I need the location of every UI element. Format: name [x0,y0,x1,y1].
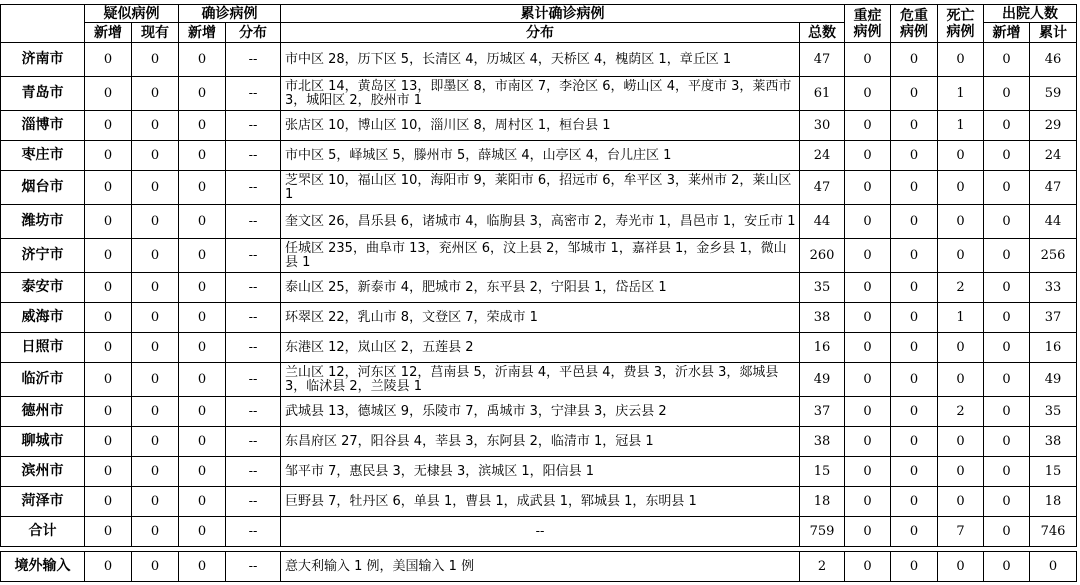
confirmed-distribution: -- [226,205,281,239]
confirmed-new: 0 [179,205,226,239]
suspected-current: 0 [132,303,179,333]
confirmed-distribution: -- [226,397,281,427]
table-row [1,205,1077,239]
cumulative-total: 24 [800,141,845,171]
header-cumulative-distribution: 分布 [281,23,800,43]
critical-count: 0 [891,487,938,517]
discharged-new: 0 [984,77,1030,111]
table-row [1,397,1077,427]
severe-count: 0 [845,43,891,77]
import-discharged-new: 0 [984,552,1030,582]
suspected-current: 0 [132,333,179,363]
confirmed-new: 0 [179,77,226,111]
severe-count: 0 [845,77,891,111]
death-count: 0 [938,457,984,487]
cumulative-total: 35 [800,273,845,303]
critical-count: 0 [891,239,938,273]
suspected-new: 0 [85,457,132,487]
discharged-cumulative: 18 [1030,487,1077,517]
cumulative-total: 47 [800,43,845,77]
discharged-cumulative: 38 [1030,427,1077,457]
header-discharged: 出院人数 [984,5,1077,23]
cumulative-distribution: 东港区 12，岚山区 2，五莲县 2 [281,333,800,363]
suspected-new: 0 [85,427,132,457]
confirmed-distribution: -- [226,273,281,303]
header-discharged-cumulative: 累计 [1030,23,1077,43]
cumulative-distribution: 市北区 14，黄岛区 13，即墨区 8，市南区 7，李沧区 6，崂山区 4，平度市 3，莱西市 3，城阳区 2，胶州市 1 [281,77,800,111]
header-critical [891,5,938,43]
total-confirmed-distribution: -- [226,517,281,547]
cumulative-total: 15 [800,457,845,487]
discharged-cumulative: 24 [1030,141,1077,171]
city-name: 德州市 [1,397,85,427]
discharged-new: 0 [984,363,1030,397]
import-cumulative-distribution: 意大利输入 1 例，美国输入 1 例 [281,552,800,582]
cumulative-total: 38 [800,427,845,457]
confirmed-distribution: -- [226,43,281,77]
total-cumulative-distribution: -- [281,517,800,547]
death-count: 0 [938,141,984,171]
confirmed-distribution: -- [226,171,281,205]
discharged-new: 0 [984,273,1030,303]
total-discharged-new: 0 [984,517,1030,547]
suspected-current: 0 [132,77,179,111]
cumulative-total: 260 [800,239,845,273]
cumulative-distribution: 市中区 5，峄城区 5，滕州市 5，薛城区 4，山亭区 4，台儿庄区 1 [281,141,800,171]
cumulative-total: 30 [800,111,845,141]
severe-count: 0 [845,171,891,205]
table-row [1,141,1077,171]
confirmed-new: 0 [179,43,226,77]
confirmed-new: 0 [179,363,226,397]
death-count: 0 [938,171,984,205]
discharged-new: 0 [984,239,1030,273]
severe-count: 0 [845,141,891,171]
header-death-line2: 病例 [946,23,975,40]
table-row [1,239,1077,273]
cumulative-distribution: 巨野县 7，牡丹区 6，单县 1，曹县 1，成武县 1，郓城县 1，东明县 1 [281,487,800,517]
critical-count: 0 [891,333,938,363]
discharged-new: 0 [984,487,1030,517]
import-suspected-new: 0 [85,552,132,582]
import-suspected-current: 0 [132,552,179,582]
total-severe: 0 [845,517,891,547]
cumulative-distribution: 芝罘区 10，福山区 10，海阳市 9，莱阳市 6，招远市 6，牟平区 3，莱州市 2，莱山区 1 [281,171,800,205]
header-suspected-current: 现有 [132,23,179,43]
severe-count: 0 [845,333,891,363]
header-confirmed: 确诊病例 [179,5,281,23]
severe-count: 0 [845,303,891,333]
table-row [1,427,1077,457]
suspected-new: 0 [85,77,132,111]
suspected-new: 0 [85,303,132,333]
severe-count: 0 [845,397,891,427]
cumulative-total: 37 [800,397,845,427]
cumulative-distribution: 东昌府区 27，阳谷县 4，莘县 3，东阿县 2，临清市 1，冠县 1 [281,427,800,457]
critical-count: 0 [891,427,938,457]
header-severe [845,5,891,43]
suspected-current: 0 [132,487,179,517]
confirmed-distribution: -- [226,333,281,363]
total-critical: 0 [891,517,938,547]
cumulative-distribution: 武城县 13，德城区 9，乐陵市 7，禹城市 3，宁津县 3，庆云县 2 [281,397,800,427]
critical-count: 0 [891,363,938,397]
suspected-current: 0 [132,43,179,77]
critical-count: 0 [891,111,938,141]
severe-count: 0 [845,205,891,239]
critical-count: 0 [891,205,938,239]
discharged-new: 0 [984,303,1030,333]
suspected-new: 0 [85,239,132,273]
discharged-new: 0 [984,427,1030,457]
total-discharged-cumulative: 746 [1030,517,1077,547]
import-discharged-cumulative: 0 [1030,552,1077,582]
confirmed-new: 0 [179,333,226,363]
confirmed-new: 0 [179,239,226,273]
city-name: 临沂市 [1,363,85,397]
death-count: 0 [938,487,984,517]
header-row-top [1,5,1077,23]
critical-count: 0 [891,141,938,171]
discharged-new: 0 [984,111,1030,141]
header-discharged-new: 新增 [984,23,1030,43]
cumulative-distribution: 市中区 28，历下区 5，长清区 4，历城区 4，天桥区 4，槐荫区 1，章丘区 1 [281,43,800,77]
cumulative-distribution: 张店区 10，博山区 10，淄川区 8，周村区 1，桓台县 1 [281,111,800,141]
header-critical-line2: 病例 [900,23,928,40]
cumulative-total: 16 [800,333,845,363]
table-row [1,171,1077,205]
city-name: 聊城市 [1,427,85,457]
critical-count: 0 [891,43,938,77]
total-confirmed-new: 0 [179,517,226,547]
table-row [1,77,1077,111]
cumulative-distribution: 奎文区 26，昌乐县 6，诸城市 4，临朐县 3，高密市 2，寿光市 1，昌邑市 1，安丘市 1 [281,205,800,239]
discharged-new: 0 [984,171,1030,205]
city-name: 济宁市 [1,239,85,273]
import-confirmed-distribution: -- [226,552,281,582]
total-label: 合计 [1,517,85,547]
death-count: 1 [938,303,984,333]
critical-count: 0 [891,273,938,303]
table-row [1,363,1077,397]
cumulative-total: 49 [800,363,845,397]
suspected-new: 0 [85,487,132,517]
table-row [1,111,1077,141]
import-confirmed-new: 0 [179,552,226,582]
header-severe-line1: 重症 [853,7,882,24]
death-count: 0 [938,43,984,77]
discharged-cumulative: 256 [1030,239,1077,273]
severe-count: 0 [845,111,891,141]
confirmed-distribution: -- [226,239,281,273]
discharged-cumulative: 44 [1030,205,1077,239]
suspected-current: 0 [132,363,179,397]
cumulative-distribution: 任城区 235，曲阜市 13，兖州区 6，汶上县 2，邹城市 1，嘉祥县 1，金乡县 1，微山县 1 [281,239,800,273]
total-suspected-new: 0 [85,517,132,547]
confirmed-new: 0 [179,397,226,427]
suspected-current: 0 [132,171,179,205]
cumulative-distribution: 环翠区 22，乳山市 8，文登区 7，荣成市 1 [281,303,800,333]
discharged-cumulative: 33 [1030,273,1077,303]
suspected-current: 0 [132,141,179,171]
discharged-cumulative: 16 [1030,333,1077,363]
severe-count: 0 [845,427,891,457]
severe-count: 0 [845,457,891,487]
suspected-current: 0 [132,111,179,141]
confirmed-new: 0 [179,303,226,333]
discharged-cumulative: 35 [1030,397,1077,427]
severe-count: 0 [845,487,891,517]
discharged-new: 0 [984,205,1030,239]
suspected-new: 0 [85,397,132,427]
import-severe: 0 [845,552,891,582]
header-suspected-new: 新增 [85,23,132,43]
discharged-cumulative: 49 [1030,363,1077,397]
total-cumulative-total: 759 [800,517,845,547]
city-name: 滨州市 [1,457,85,487]
city-name: 泰安市 [1,273,85,303]
discharged-new: 0 [984,333,1030,363]
import-cumulative-total: 2 [800,552,845,582]
death-count: 0 [938,333,984,363]
discharged-cumulative: 59 [1030,77,1077,111]
suspected-current: 0 [132,239,179,273]
city-name: 日照市 [1,333,85,363]
confirmed-new: 0 [179,273,226,303]
import-row [1,552,1077,582]
header-confirmed-new: 新增 [179,23,226,43]
death-count: 0 [938,427,984,457]
import-death: 0 [938,552,984,582]
cumulative-total: 44 [800,205,845,239]
death-count: 0 [938,239,984,273]
cumulative-total: 61 [800,77,845,111]
header-cumulative-total: 总数 [800,23,845,43]
severe-count: 0 [845,239,891,273]
import-critical: 0 [891,552,938,582]
cumulative-total: 18 [800,487,845,517]
discharged-cumulative: 37 [1030,303,1077,333]
suspected-current: 0 [132,427,179,457]
confirmed-distribution: -- [226,363,281,397]
header-confirmed-distribution: 分布 [226,23,281,43]
discharged-cumulative: 29 [1030,111,1077,141]
confirmed-distribution: -- [226,141,281,171]
confirmed-new: 0 [179,427,226,457]
discharged-new: 0 [984,397,1030,427]
table-row [1,487,1077,517]
confirmed-distribution: -- [226,427,281,457]
suspected-new: 0 [85,273,132,303]
total-row [1,517,1077,547]
city-name: 枣庄市 [1,141,85,171]
city-name: 潍坊市 [1,205,85,239]
death-count: 0 [938,363,984,397]
suspected-current: 0 [132,273,179,303]
city-name: 青岛市 [1,77,85,111]
header-death [938,5,984,43]
suspected-new: 0 [85,205,132,239]
critical-count: 0 [891,77,938,111]
header-critical-line1: 危重 [900,7,928,24]
suspected-new: 0 [85,111,132,141]
discharged-cumulative: 15 [1030,457,1077,487]
confirmed-distribution: -- [226,77,281,111]
discharged-cumulative: 47 [1030,171,1077,205]
header-cumulative: 累计确诊病例 [281,5,845,23]
table-row [1,43,1077,77]
cumulative-distribution: 泰山区 25，新泰市 4，肥城市 2，东平县 2，宁阳县 1，岱岳区 1 [281,273,800,303]
critical-count: 0 [891,457,938,487]
header-death-line1: 死亡 [946,7,975,24]
suspected-current: 0 [132,457,179,487]
total-death: 7 [938,517,984,547]
discharged-new: 0 [984,43,1030,77]
critical-count: 0 [891,397,938,427]
severe-count: 0 [845,273,891,303]
suspected-new: 0 [85,171,132,205]
critical-count: 0 [891,303,938,333]
header-city-blank [1,5,85,43]
suspected-new: 0 [85,363,132,397]
city-name: 淄博市 [1,111,85,141]
confirmed-new: 0 [179,487,226,517]
confirmed-new: 0 [179,111,226,141]
discharged-cumulative: 46 [1030,43,1077,77]
severe-count: 0 [845,363,891,397]
total-suspected-current: 0 [132,517,179,547]
suspected-new: 0 [85,43,132,77]
critical-count: 0 [891,171,938,205]
discharged-new: 0 [984,141,1030,171]
city-rows [1,43,1077,582]
header-suspected: 疑似病例 [85,5,179,23]
death-count: 1 [938,111,984,141]
death-count: 1 [938,77,984,111]
discharged-new: 0 [984,457,1030,487]
suspected-new: 0 [85,141,132,171]
import-label: 境外输入 [1,552,85,582]
case-statistics-table [0,4,1077,582]
confirmed-distribution: -- [226,487,281,517]
city-name: 菏泽市 [1,487,85,517]
suspected-current: 0 [132,205,179,239]
confirmed-distribution: -- [226,111,281,141]
city-name: 济南市 [1,43,85,77]
cumulative-total: 38 [800,303,845,333]
table-row [1,457,1077,487]
city-name: 威海市 [1,303,85,333]
death-count: 2 [938,273,984,303]
confirmed-new: 0 [179,141,226,171]
confirmed-distribution: -- [226,457,281,487]
suspected-new: 0 [85,333,132,363]
city-name: 烟台市 [1,171,85,205]
cumulative-total: 47 [800,171,845,205]
table-row [1,303,1077,333]
confirmed-new: 0 [179,171,226,205]
table-row [1,273,1077,303]
death-count: 0 [938,205,984,239]
header-severe-line2: 病例 [853,23,882,40]
confirmed-new: 0 [179,457,226,487]
death-count: 2 [938,397,984,427]
cumulative-distribution: 邹平市 7，惠民县 3，无棣县 3，滨城区 1，阳信县 1 [281,457,800,487]
table-row [1,333,1077,363]
cumulative-distribution: 兰山区 12，河东区 12，莒南县 5，沂南县 4，平邑县 4，费县 3，沂水县 3，郯城县 3，临沭县 2，兰陵县 1 [281,363,800,397]
confirmed-distribution: -- [226,303,281,333]
suspected-current: 0 [132,397,179,427]
